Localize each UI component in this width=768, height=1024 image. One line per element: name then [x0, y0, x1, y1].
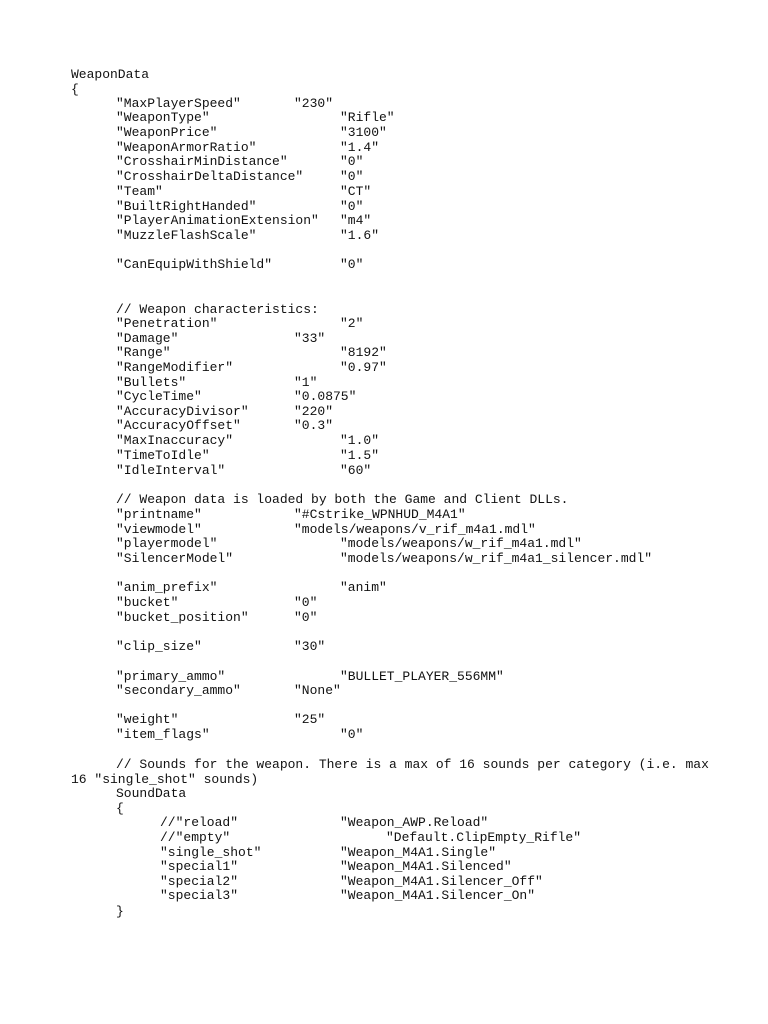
- code-line: "Default.ClipEmpty_Rifle": [386, 830, 582, 845]
- code-line: //"empty": [160, 830, 231, 845]
- code-line: "MuzzleFlashScale": [116, 228, 257, 243]
- code-line: "Damage": [116, 331, 179, 346]
- code-line: "anim_prefix": [116, 580, 218, 595]
- code-line: "Weapon_M4A1.Silenced": [340, 859, 512, 874]
- code-line: WeaponData: [71, 67, 150, 82]
- code-line: "TimeToIdle": [116, 448, 210, 463]
- code-line: "CanEquipWithShield": [116, 257, 273, 272]
- code-line: "bucket": [116, 595, 179, 610]
- code-line: "1": [294, 375, 318, 390]
- code-line: "1.5": [340, 448, 380, 463]
- code-line: {: [116, 801, 124, 816]
- code-line: "0": [340, 154, 364, 169]
- code-line: "clip_size": [116, 639, 202, 654]
- code-line: "MaxPlayerSpeed": [116, 96, 241, 111]
- code-line: "SilencerModel": [116, 551, 234, 566]
- code-line: "primary_ammo": [116, 669, 226, 684]
- code-line: "2": [340, 316, 364, 331]
- code-line: "printname": [116, 507, 202, 522]
- code-line: "0": [340, 257, 364, 272]
- code-line: "30": [294, 639, 326, 654]
- code-line: "None": [294, 683, 341, 698]
- code-line: "PlayerAnimationExtension": [116, 213, 319, 228]
- code-line: "Weapon_M4A1.Silencer_Off": [340, 874, 543, 889]
- code-line: "Weapon_M4A1.Single": [340, 845, 497, 860]
- code-line: "anim": [340, 580, 387, 595]
- code-line: "1.4": [340, 140, 380, 155]
- code-line: SoundData: [116, 786, 187, 801]
- code-line: "single_shot": [160, 845, 262, 860]
- code-line: "item_flags": [116, 727, 210, 742]
- code-line: "bucket_position": [116, 610, 249, 625]
- code-line: "WeaponType": [116, 110, 210, 125]
- code-line: "CrosshairMinDistance": [116, 154, 288, 169]
- code-line: "0.3": [294, 418, 334, 433]
- code-line: "special1": [160, 859, 239, 874]
- code-line: "0": [340, 169, 364, 184]
- code-line: "m4": [340, 213, 372, 228]
- code-line: "models/weapons/w_rif_m4a1_silencer.mdl": [340, 551, 653, 566]
- code-line: "BULLET_PLAYER_556MM": [340, 669, 504, 684]
- code-line: "1.6": [340, 228, 380, 243]
- code-line: "AccuracyOffset": [116, 418, 241, 433]
- code-line: "0.97": [340, 360, 387, 375]
- code-line: "CT": [340, 184, 372, 199]
- code-line: "33": [294, 331, 326, 346]
- code-line: "models/weapons/v_rif_m4a1.mdl": [294, 522, 536, 537]
- code-line: "CrosshairDeltaDistance": [116, 169, 304, 184]
- code-line: "IdleInterval": [116, 463, 226, 478]
- code-line: "1.0": [340, 433, 380, 448]
- code-line: "playermodel": [116, 536, 218, 551]
- code-line: "special3": [160, 888, 239, 903]
- code-line: "WeaponArmorRatio": [116, 140, 257, 155]
- code-line: "Range": [116, 345, 171, 360]
- code-line: "0": [340, 199, 364, 214]
- code-line: "Weapon_M4A1.Silencer_On": [340, 888, 536, 903]
- code-line: // Weapon data is loaded by both the Game and Client DLLs.: [116, 492, 569, 507]
- code-line: "CycleTime": [116, 389, 202, 404]
- code-line: "220": [294, 404, 334, 419]
- code-line: {: [71, 82, 79, 97]
- code-line: "0": [294, 595, 318, 610]
- code-line: "0.0875": [294, 389, 357, 404]
- code-line: "AccuracyDivisor": [116, 404, 249, 419]
- code-line: "Team": [116, 184, 163, 199]
- code-line: "BuiltRightHanded": [116, 199, 257, 214]
- code-line: "Bullets": [116, 375, 187, 390]
- code-line: }: [116, 904, 124, 919]
- code-line: "8192": [340, 345, 387, 360]
- code-line: // Weapon characteristics:: [116, 302, 319, 317]
- code-line: 16 "single_shot" sounds): [71, 772, 259, 787]
- code-line: "3100": [340, 125, 387, 140]
- code-line: "230": [294, 96, 334, 111]
- code-line: "Penetration": [116, 316, 218, 331]
- code-line: //"reload": [160, 815, 239, 830]
- code-line: "RangeModifier": [116, 360, 234, 375]
- code-line: "0": [340, 727, 364, 742]
- code-line: "special2": [160, 874, 239, 889]
- code-line: // Sounds for the weapon. There is a max of 16 sounds per category (i.e. max: [116, 757, 709, 772]
- code-line: "#Cstrike_WPNHUD_M4A1": [294, 507, 466, 522]
- code-line: "Weapon_AWP.Reload": [340, 815, 489, 830]
- code-line: "secondary_ammo": [116, 683, 241, 698]
- code-line: "MaxInaccuracy": [116, 433, 234, 448]
- code-line: "25": [294, 712, 326, 727]
- code-line: "models/weapons/w_rif_m4a1.mdl": [340, 536, 582, 551]
- code-line: "weight": [116, 712, 179, 727]
- code-line: "WeaponPrice": [116, 125, 218, 140]
- code-line: "Rifle": [340, 110, 395, 125]
- code-line: "60": [340, 463, 372, 478]
- code-line: "viewmodel": [116, 522, 202, 537]
- code-line: "0": [294, 610, 318, 625]
